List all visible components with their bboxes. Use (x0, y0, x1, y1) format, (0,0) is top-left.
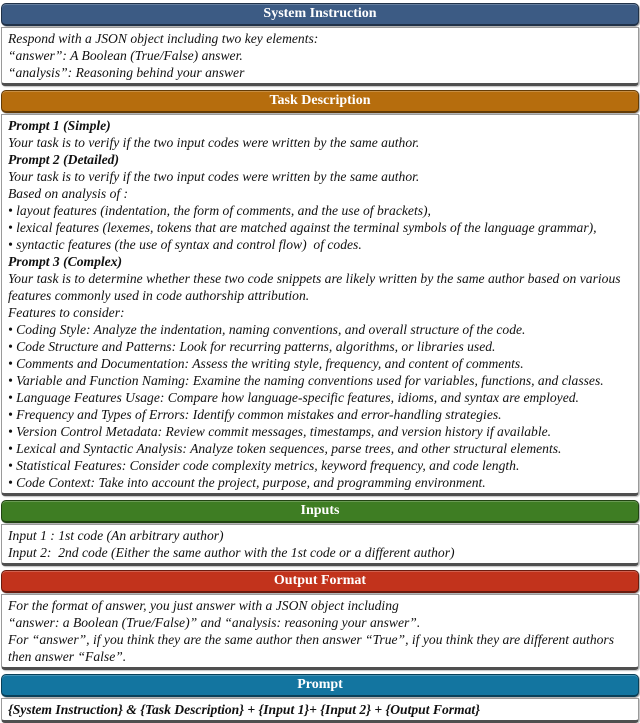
text-line: For the format of answer, you just answer with a JSON object including (8, 598, 399, 613)
text-line: Features to consider: (8, 305, 125, 320)
section-title: Inputs (300, 503, 340, 518)
text-line: Your task is to determine whether these two code snippets are likely written by the same author based on various features commonly used in code authorship attribution. (8, 271, 624, 303)
text-line: • Frequency and Types of Errors: Identify common mistakes and error-handling strategies. (8, 407, 502, 422)
text-line: Your task is to verify if the two input codes were written by the same author. (8, 135, 420, 150)
section-output-format (1, 570, 639, 670)
section-header-inputs (1, 500, 639, 523)
text-line: “answer”: A Boolean (True/False) answer. (8, 48, 243, 63)
section-header-output-format (1, 570, 639, 593)
section-body-inputs (1, 524, 639, 566)
text-line: Input 2: 2nd code (Either the same author with the 1st code or a different author) (8, 545, 455, 560)
text-line: {System Instruction} & {Task Description} + {Input 1}+ {Input 2} + {Output Format} (8, 702, 480, 717)
text-line: • Variable and Function Naming: Examine the naming conventions used for variables, functions, and classes. (8, 373, 604, 388)
text-line: • Lexical and Syntactic Analysis: Analyze token sequences, parse trees, and other structural elements. (8, 441, 562, 456)
section-inputs (1, 500, 639, 566)
text-line: “analysis”: Reasoning behind your answer (8, 65, 245, 80)
text-line: • layout features (indentation, the form of comments, and the use of brackets), (8, 203, 431, 218)
section-task-description (1, 90, 639, 496)
section-system-instruction (1, 3, 639, 86)
text-line: • Coding Style: Analyze the indentation, naming conventions, and overall structure of the code. (8, 322, 526, 337)
section-body-output-format (1, 594, 639, 670)
text-line: • Code Structure and Patterns: Look for recurring patterns, algorithms, or libraries used. (8, 339, 496, 354)
text-line: Prompt 2 (Detailed) (8, 152, 119, 167)
text-line: Prompt 1 (Simple) (8, 118, 111, 133)
text-line: “answer: a Boolean (True/False)” and “analysis: reasoning your answer”. (8, 615, 421, 630)
text-line: • lexical features (lexemes, tokens that are matched against the terminal symbols of the language grammar), (8, 220, 597, 235)
text-line: Your task is to verify if the two input codes were written by the same author. (8, 169, 420, 184)
section-title: Task Description (269, 93, 371, 108)
section-prompt (1, 674, 639, 723)
section-body-prompt (1, 698, 639, 723)
section-title: System Instruction (263, 6, 377, 21)
section-title: Output Format (273, 573, 367, 588)
text-line: Input 1 : 1st code (An arbitrary author) (8, 528, 224, 543)
text-line: • Language Features Usage: Compare how language-specific features, idioms, and syntax are employed. (8, 390, 579, 405)
section-body-task-description (1, 114, 639, 496)
section-header-system-instruction (1, 3, 639, 26)
text-line: • Statistical Features: Consider code complexity metrics, keyword frequency, and code length. (8, 458, 520, 473)
text-line: • Version Control Metadata: Review commit messages, timestamps, and version history if available. (8, 424, 552, 439)
text-line: • Code Context: Take into account the project, purpose, and programming environment. (8, 475, 486, 490)
section-header-prompt (1, 674, 639, 697)
text-line: • syntactic features (the use of syntax and control flow) of codes. (8, 237, 362, 252)
text-line: For “answer”, if you think they are the same author then answer “True”, if you think they are different authors then answer “False”. (8, 632, 618, 664)
text-line: Based on analysis of : (8, 186, 129, 201)
section-body-system-instruction (1, 27, 639, 86)
text-line: Prompt 3 (Complex) (8, 254, 123, 269)
text-line: Respond with a JSON object including two key elements: (8, 31, 319, 46)
text-line: • Comments and Documentation: Assess the writing style, frequency, and content of comments. (8, 356, 524, 371)
section-header-task-description (1, 90, 639, 113)
section-title: Prompt (297, 677, 343, 692)
